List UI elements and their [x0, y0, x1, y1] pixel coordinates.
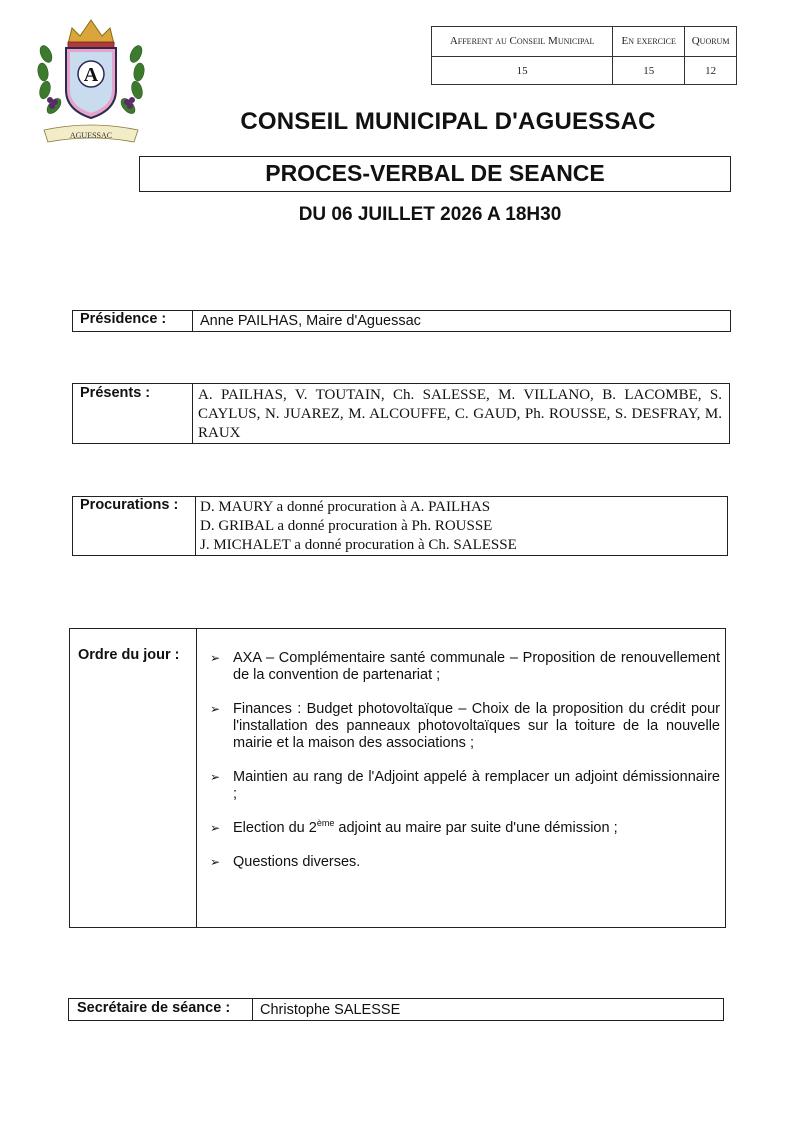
procurations-label: Procurations : — [80, 497, 179, 513]
council-counts-table — [431, 26, 737, 85]
agenda-item-text-before: Election du 2 — [233, 820, 317, 836]
count-value: 12 — [685, 57, 737, 85]
presidence-value: Anne PAILHAS, Maire d'Aguessac — [200, 313, 421, 329]
presidence-label: Présidence : — [80, 311, 167, 327]
column-header: En exercice — [613, 27, 685, 57]
presents-list: A. PAILHAS, V. TOUTAIN, Ch. SALESSE, M. VILLANO, B. LACOMBE, S. CAYLUS, N. JUAREZ, M. ALCOUFFE, C. GAUD, Ph. ROUSSE, S. DESFRAY, M. RAUX — [198, 387, 722, 441]
agenda-item-text: Questions diverses. — [233, 854, 361, 870]
svg-text:A: A — [83, 64, 99, 86]
presents-label: Présents : — [80, 385, 151, 401]
arrowhead-bullet-icon: ➢ — [210, 651, 221, 665]
arrowhead-bullet-icon: ➢ — [210, 855, 221, 869]
count-value: 15 — [613, 57, 685, 85]
arrowhead-bullet-icon: ➢ — [210, 770, 221, 784]
agenda-item — [206, 650, 720, 684]
agenda-item-text-after: adjoint au maire par suite d'une démission ; — [334, 820, 618, 836]
agenda-item — [206, 820, 720, 837]
list-item: D. GRIBAL a donné procuration à Ph. ROUSSE — [200, 518, 493, 534]
svg-text:AGUESSAC: AGUESSAC — [69, 131, 113, 140]
ordinal-suffix: ème — [316, 818, 335, 829]
divider — [195, 496, 196, 556]
divider — [192, 383, 193, 444]
arrowhead-bullet-icon: ➢ — [210, 821, 221, 835]
session-date: DU 06 JUILLET 2026 A 18H30 — [298, 204, 562, 225]
divider — [196, 628, 197, 928]
document-subtitle: PROCES-VERBAL DE SEANCE — [265, 160, 605, 186]
council-title: CONSEIL MUNICIPAL D'AGUESSAC — [240, 108, 656, 135]
agenda-item-text: AXA – Complémentaire santé communale – Proposition de renouvellement de la convention de partenariat ; — [233, 650, 720, 683]
list-item: J. MICHALET a donné procuration à Ch. SALESSE — [200, 537, 517, 553]
agenda-item — [206, 854, 720, 871]
agenda-item — [206, 769, 720, 803]
divider — [252, 998, 253, 1021]
secretaire-value: Christophe SALESSE — [260, 1002, 401, 1018]
arrowhead-bullet-icon: ➢ — [210, 702, 221, 716]
column-header: Afferent au Conseil Municipal — [432, 27, 613, 57]
agenda-item — [206, 701, 720, 752]
agenda-label: Ordre du jour : — [78, 647, 180, 663]
agenda-item-text: Finances : Budget photovoltaïque – Choix de la proposition du crédit pour l'installation des panneaux photovoltaïques sur la toiture de la nouvelle mairie et la maison des associations ; — [233, 701, 720, 751]
procurations-list — [200, 498, 517, 555]
secretaire-label: Secrétaire de séance : — [77, 1000, 231, 1016]
municipal-crest-logo — [36, 14, 146, 150]
divider — [192, 310, 193, 332]
agenda-list — [206, 650, 720, 888]
agenda-item-text: Maintien au rang de l'Adjoint appelé à remplacer un adjoint démissionnaire ; — [233, 769, 720, 802]
count-value: 15 — [432, 57, 613, 85]
column-header: Quorum — [685, 27, 737, 57]
list-item: D. MAURY a donné procuration à A. PAILHAS — [200, 499, 491, 515]
